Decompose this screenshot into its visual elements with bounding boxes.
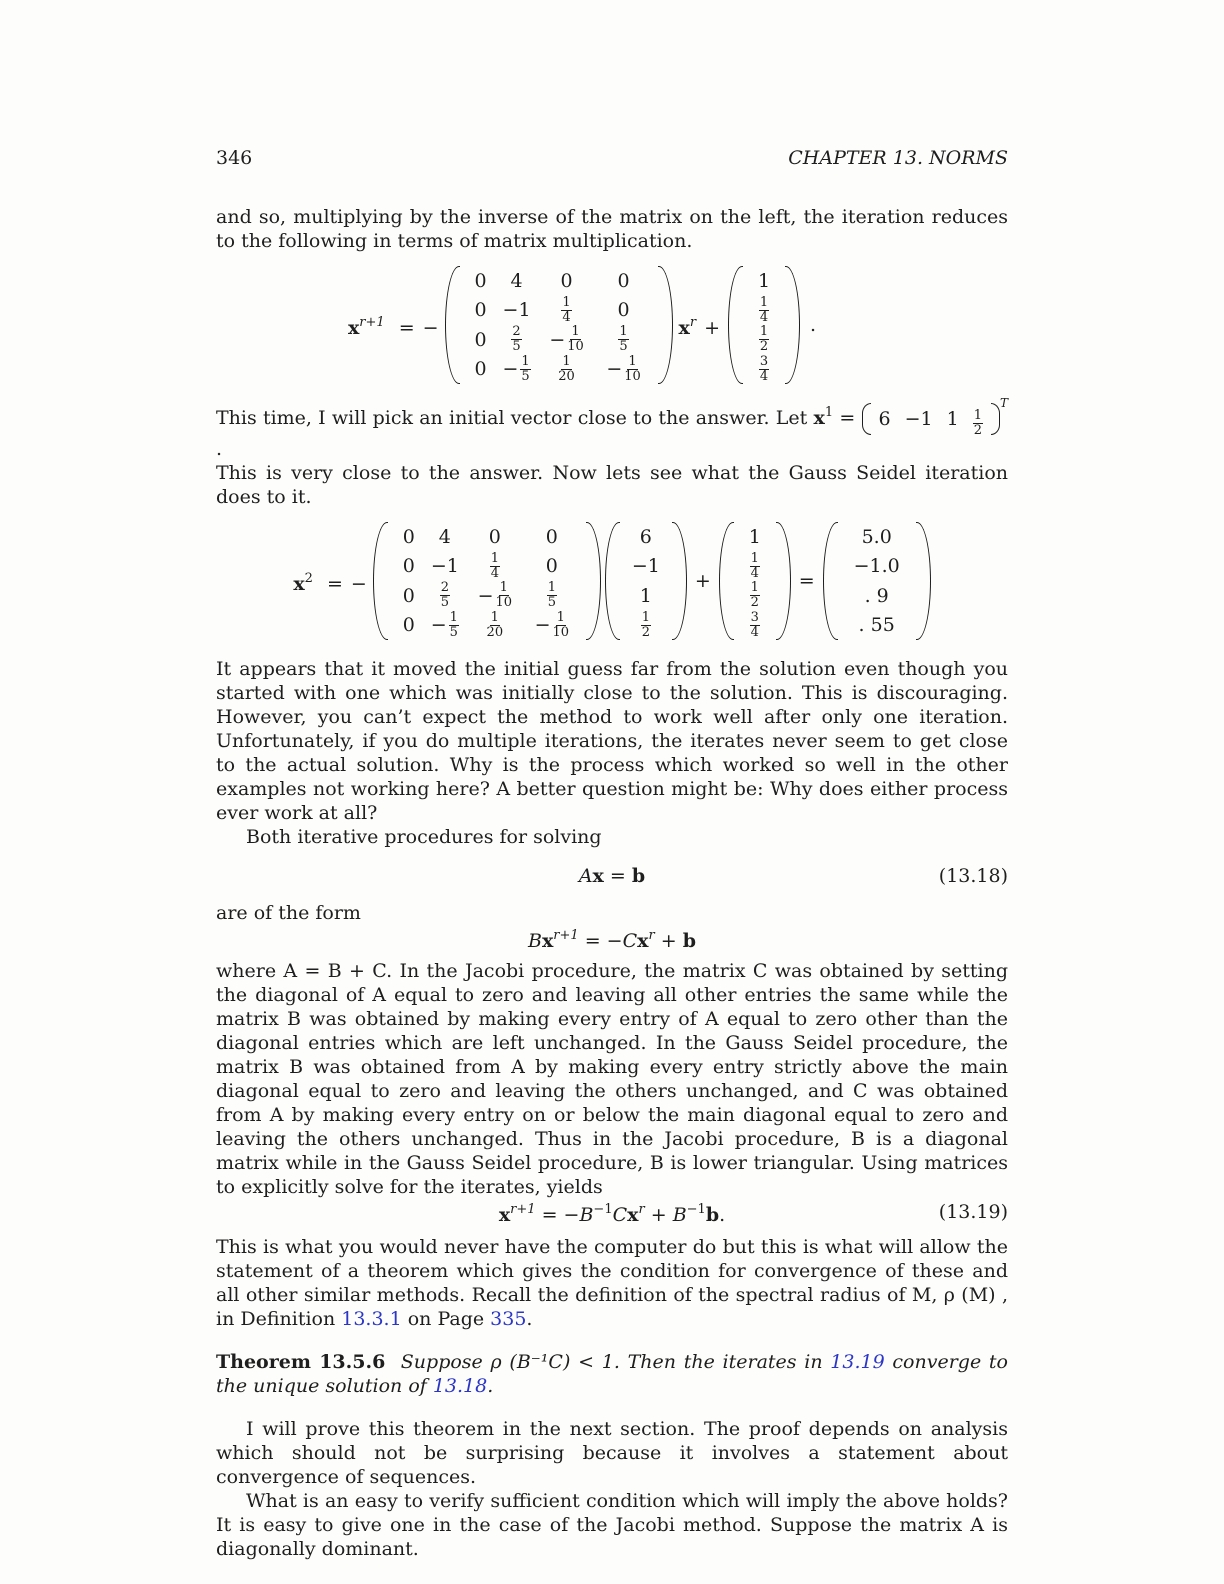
matrix-entry: 0 (474, 358, 487, 381)
matrix-entry: 0 (474, 269, 487, 292)
matrix-entry: 0 (488, 525, 501, 548)
eq2-x1-vector (605, 522, 687, 640)
matrix-entry: 0 (402, 525, 415, 548)
chapter-title: CHAPTER 13. NORMS (788, 147, 1008, 169)
matrix-entry: 6 (878, 408, 891, 430)
equation-13-19: $x^{r+1} = -B^{-1}Cx^r + B^{-1}b$. (13.19) (498, 1201, 1008, 1226)
matrix-entry: $\frac{1}{20}$ (486, 609, 504, 640)
para2-text-b: This is very close to the answer. Now lets see what the Gauss Seidel iteration does to it. (216, 462, 1008, 508)
eq2-matrix (373, 522, 601, 640)
theorem-13-5-6 (216, 1350, 1008, 1398)
matrix-entry: $\frac{2}{5}$ (512, 324, 521, 355)
paragraph-discouraging: It appears that it moved the initial guess far from the solution even though you started with one which was initially close to the solution. This is discouraging. However, you can’t expect the method to work well after only one iteration. Unfortunately, if you do multiple iterations, the iterates never seem to get close to the actual solution. Why is the process which worked so well in the other examples not working here? A better question might be: Why does either process ever work at all? (216, 658, 1008, 824)
equation-number-13-19: (13.19) (938, 1201, 1008, 1223)
matrix-entry: 1 (639, 584, 652, 607)
equation-link-13-19[interactable]: 13.19 (830, 1351, 885, 1373)
running-header (216, 146, 1008, 172)
matrix-entry: $\frac{1}{2}$ (973, 408, 982, 438)
page-number: 346 (216, 147, 253, 169)
matrix-entry: 0 (617, 269, 630, 292)
eq1-matrix-grid (460, 266, 658, 384)
definition-link[interactable]: 13.3.1 (341, 1308, 402, 1330)
matrix-entry: 1 (757, 269, 771, 292)
para7-text-b: on Page (401, 1308, 491, 1330)
equation-13-18: Ax = b (13.18) (578, 865, 1008, 887)
row-vector-cells (871, 401, 991, 437)
matrix-entry: 0 (617, 299, 630, 322)
matrix-entry: $\frac{1}{4}$ (759, 294, 769, 325)
eq1-lhs-superscript: r+1 (359, 314, 385, 330)
theorem-title: Theorem 13.5.6 (216, 1351, 386, 1373)
eq1-matrix (445, 266, 673, 384)
para2-text-a: This time, I will pick an initial vector close to the answer. Let (216, 407, 814, 429)
matrix-entry: 0 (474, 328, 487, 351)
matrix-entry: − $\frac{1}{5}$ (431, 611, 459, 640)
matrix-entry: 0 (560, 269, 573, 292)
initial-row-vector (862, 396, 1009, 438)
matrix-entry: 5.0 (861, 525, 892, 548)
para2-x1-superscript: 1 (824, 405, 834, 420)
matrix-entry: $\frac{1}{5}$ (619, 324, 628, 355)
matrix-entry: −1.0 (853, 555, 900, 578)
paragraph-spectral-radius (216, 1235, 1008, 1331)
matrix-entry: 0 (402, 555, 415, 578)
matrix-entry: $\frac{1}{4}$ (490, 550, 499, 581)
equation-link-13-18[interactable]: 13.18 (432, 1375, 488, 1397)
paragraph-jacobi-gauss: where A = B + C. In the Jacobi procedure, the matrix C was obtained by setting the diagonal of A equal to zero and leaving all other entries the same while the matrix B was obtained by making every entry of A equal to zero other than the diagonal entries which are left unchanged. In the Gauss Seidel procedure, the matrix B was obtained from A by making every entry strictly above the main diagonal equal to zero and leaving the others unchanged, and C was obtained from A by making every entry on or below the main diagonal equal to zero and leaving the others unchanged. Thus in the Jacobi procedure, B is a diagonal matrix while in the Gauss Seidel procedure, B is lower triangular. Using matrices to explicitly solve for the iterates, yields (216, 960, 1008, 1198)
matrix-entry: 1 (946, 408, 959, 430)
page-content (216, 146, 1008, 1561)
matrix-entry: −1 (631, 555, 660, 578)
matrix-entry: − $\frac{1}{5}$ (502, 355, 530, 384)
matrix-entry: $\frac{2}{5}$ (440, 580, 449, 611)
matrix-entry: 0 (402, 614, 415, 637)
para7-text-c: . (526, 1308, 533, 1330)
matrix-entry: $\frac{1}{2}$ (759, 324, 769, 355)
matrix-entry: $\frac{1}{20}$ (558, 353, 575, 384)
paragraph-form: are of the form (216, 902, 361, 924)
para7-text-a: This is what you would never have the computer do but this is what will allow the statement of a theorem which gives the condition for convergence of these and all other similar methods. Recall the definition of the spectral radius of M, ρ (M) , in Definition (216, 1236, 1008, 1330)
page-link[interactable]: 335 (490, 1308, 527, 1330)
matrix-entry: $\frac{1}{2}$ (641, 609, 650, 640)
matrix-entry: 1 (748, 525, 761, 548)
matrix-entry: . 55 (858, 614, 895, 637)
matrix-entry: $\frac{1}{4}$ (750, 550, 759, 581)
matrix-entry: $\frac{3}{4}$ (759, 353, 769, 384)
paragraph-sufficient-condition: What is an easy to verify sufficient condition which will imply the above holds? It is easy to give one in the case of the Jacobi method. Suppose the matrix A is diagonally dominant. (216, 1490, 1008, 1560)
matrix-entry: $\frac{1}{5}$ (547, 580, 556, 611)
paragraph-both-procedures: Both iterative procedures for solving (246, 826, 602, 848)
matrix-entry: . 9 (864, 584, 889, 607)
matrix-entry: $\frac{1}{2}$ (750, 580, 759, 611)
matrix-entry: −1 (430, 555, 459, 578)
transpose-superscript: T (999, 396, 1008, 410)
matrix-entry: −1 (502, 299, 531, 322)
matrix-entry: 0 (545, 525, 558, 548)
matrix-entry: $\frac{1}{4}$ (562, 294, 571, 325)
eq2-lhs-superscript: 2 (304, 570, 313, 586)
equation-gauss-seidel-step: $x^2$ = − 0 4 0 0 0 −1 $\frac{1}{4}$ 0 0 $\frac{2}{5}$ − $\frac{1}{10}$ $\frac{1}{5}$ 0 − $\frac{1}{5}$ $\frac{1}{20}$ − $\frac{1}{10}$ 6 −1 1 $\frac{1}{2}$ + 1 $\frac{1}{4}$ $\frac{1}{2}$ $\frac{3}{4}$ = 5.0 −1.0 . 9 . 55 (216, 519, 1008, 643)
equation-splitting: $Bx^{r+1} = -Cx^r + b$ (528, 927, 696, 952)
matrix-entry: − $\frac{1}{10}$ (478, 581, 512, 610)
equation-number-13-18: (13.18) (938, 865, 1008, 887)
eq2-matrix-grid (388, 522, 586, 640)
theorem-text-c: . (487, 1375, 494, 1397)
matrix-entry: −1 (904, 408, 933, 430)
eq2-result-grid (838, 522, 916, 640)
theorem-text-b: converge to the unique solution of (216, 1351, 1008, 1397)
paragraph-proof-next-section: I will prove this theorem in the next section. The proof depends on analysis which should not be surprising because it involves a statement about convergence of sequences. (216, 1418, 1008, 1488)
matrix-entry: − $\frac{1}{10}$ (549, 325, 583, 354)
matrix-entry: 4 (438, 525, 451, 548)
matrix-entry: 0 (474, 299, 487, 322)
eq1-xr-superscript: r (689, 314, 697, 330)
eq1-vector-grid (743, 266, 785, 384)
matrix-entry: 4 (510, 269, 523, 292)
eq2-b-grid (734, 522, 776, 640)
eq2-x1-grid (620, 522, 672, 640)
matrix-entry: $\frac{3}{4}$ (750, 609, 759, 640)
matrix-entry: 0 (402, 584, 415, 607)
matrix-entry: 6 (639, 525, 652, 548)
paragraph-initial-vector: This time, I will pick an initial vector close to the answer. Let $x^1$ = 6 −1 1 $\frac{1}{2}$ T . This is very close to the answer. Now lets see what the Gauss Seidel iteration does to it. (216, 401, 1008, 509)
eq2-result-vector (823, 522, 931, 640)
equation-iteration: $x^{r+1}$ = − 0 4 0 0 0 −1 $\frac{1}{4}$ 0 0 $\frac{2}{5}$ − $\frac{1}{10}$ $\frac{1}{5}$ 0 − $\frac{1}{5}$ $\frac{1}{20}$ − $\frac{1}{10}$ $x^r$ + 1 $\frac{1}{4}$ $\frac{1}{2}$ $\frac{3}{4}$ . (216, 263, 1008, 387)
eq1-vector (728, 266, 800, 384)
matrix-entry: − $\frac{1}{10}$ (535, 611, 569, 640)
matrix-entry: − $\frac{1}{10}$ (606, 355, 640, 384)
eq2-b-vector (719, 522, 791, 640)
matrix-entry: 0 (545, 555, 558, 578)
paragraph-intro: and so, multiplying by the inverse of the matrix on the left, the iteration reduces to the following in terms of matrix multiplication. (216, 206, 1008, 252)
theorem-text-a: Suppose ρ (B⁻¹C) < 1. Then the iterates in (400, 1351, 831, 1373)
